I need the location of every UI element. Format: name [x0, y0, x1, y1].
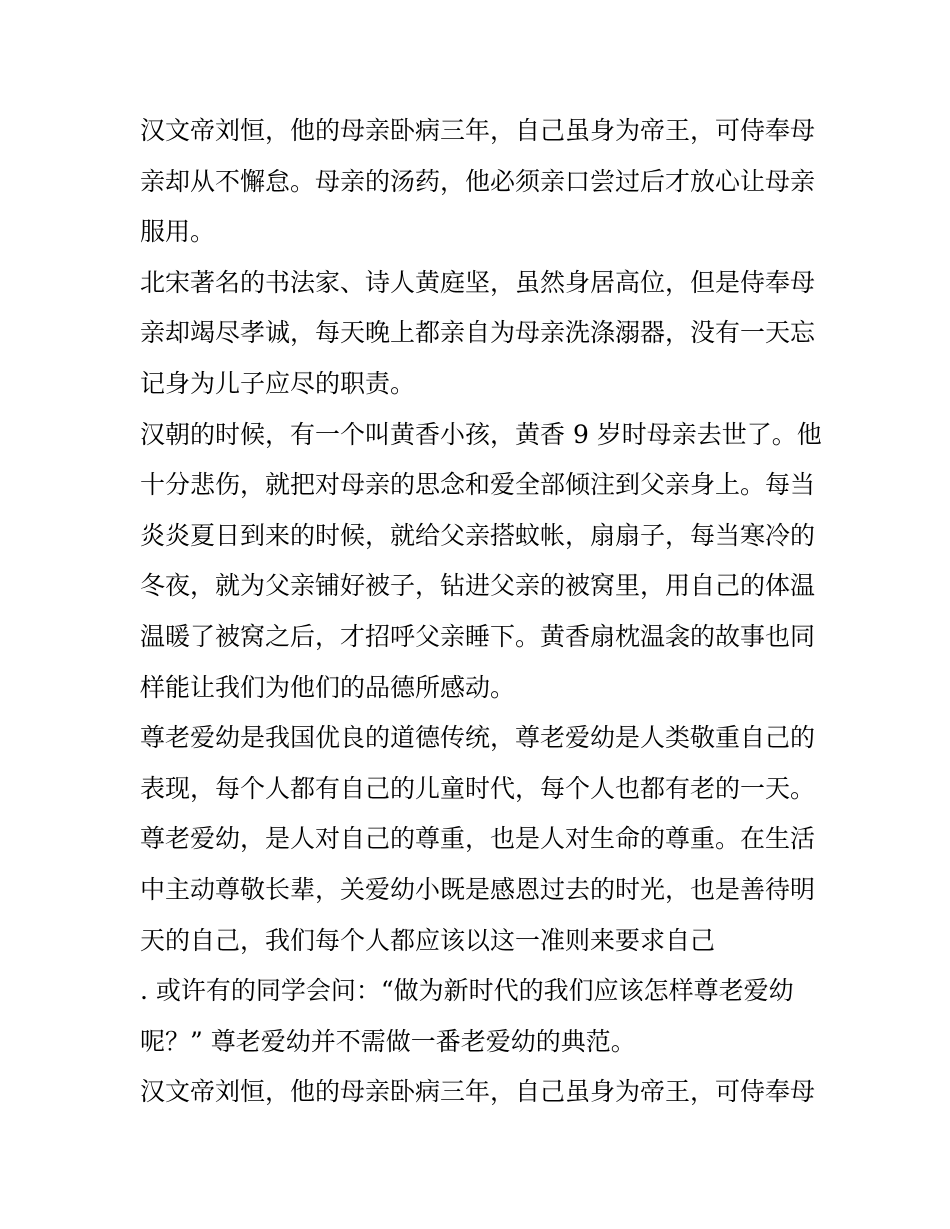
text-line: 温暖了被窝之后，才招呼父亲睡下。黄香扇枕温衾的故事也同: [140, 621, 816, 651]
text-line: . 或许有的同学会问：“做为新时代的我们应该怎样尊老爱幼: [140, 976, 794, 1006]
text-line: 记身为儿子应尽的职责。: [140, 368, 416, 398]
text-line: 天的自己，我们每个人都应该以这一准则来要求自己: [140, 925, 716, 955]
text-line: 呢？” 尊老爱幼并不需做一番老爱幼的典范。: [140, 1026, 636, 1056]
text-line: 汉文帝刘恒，他的母亲卧病三年，自己虽身为帝王，可侍奉母: [140, 1077, 816, 1107]
text-line: 服用。: [140, 217, 216, 247]
text-line: 亲却从不懈怠。母亲的汤药，他必须亲口尝过后才放心让母亲: [140, 166, 816, 196]
text-line: 亲却竭尽孝诚，每天晚上都亲自为母亲洗涤溺器，没有一天忘: [140, 318, 816, 348]
document-body: [140, 106, 820, 1118]
text-line: 汉文帝刘恒，他的母亲卧病三年，自己虽身为帝王，可侍奉母: [140, 116, 816, 145]
text-line: 炎炎夏日到来的时候，就给父亲搭蚊帐，扇扇子，每当寒冷的: [140, 520, 816, 550]
text-line: 十分悲伤，就把对母亲的思念和爱全部倾注到父亲身上。每当: [140, 470, 816, 500]
text-line: 冬夜，就为父亲铺好被子，钻进父亲的被窝里，用自己的体温: [140, 571, 816, 601]
text-line: 汉朝的时候，有一个叫黄香小孩，黄香 9 岁时母亲去世了。他: [140, 419, 822, 449]
text-line: 样能让我们为他们的品德所感动。: [140, 672, 516, 702]
text-line: 尊老爱幼是我国优良的道德传统，尊老爱幼是人类敬重自己的: [140, 723, 816, 753]
text-line: 北宋著名的书法家、诗人黄庭坚，虽然身居高位，但是侍奉母: [140, 267, 816, 297]
text-line: 表现，每个人都有自己的儿童时代，每个人也都有老的一天。: [140, 773, 816, 803]
text-line: 中主动尊敬长辈，关爱幼小既是感恩过去的时光，也是善待明: [140, 874, 816, 904]
text-line: 尊老爱幼，是人对自己的尊重，也是人对生命的尊重。在生活: [140, 824, 816, 854]
